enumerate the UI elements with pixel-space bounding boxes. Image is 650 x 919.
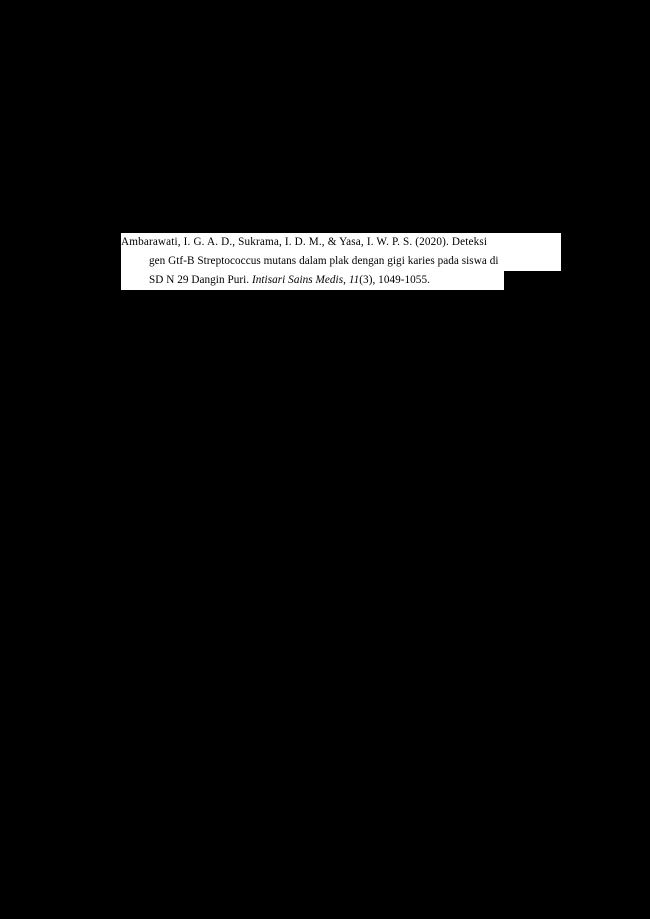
citation-volume: 11 — [348, 274, 360, 286]
citation-line-1: Ambarawati, I. G. A. D., Sukrama, I. D. M., & Yasa, I. W. P. S. (2020). Deteksi — [121, 233, 561, 252]
citation-line-2: gen Gtf-B Streptococcus mutans dalam plak dengan gigi karies pada siswa di — [121, 252, 561, 271]
citation-issue-pages: (3), 1049-1055. — [359, 274, 430, 286]
citation-line-3 — [121, 271, 504, 290]
citation-source-prefix: SD N 29 Dangin Puri. — [149, 274, 252, 286]
citation-volume-separator: , — [343, 274, 349, 286]
citation-reference — [121, 233, 561, 290]
citation-journal-name: Intisari Sains Medis — [251, 274, 344, 286]
